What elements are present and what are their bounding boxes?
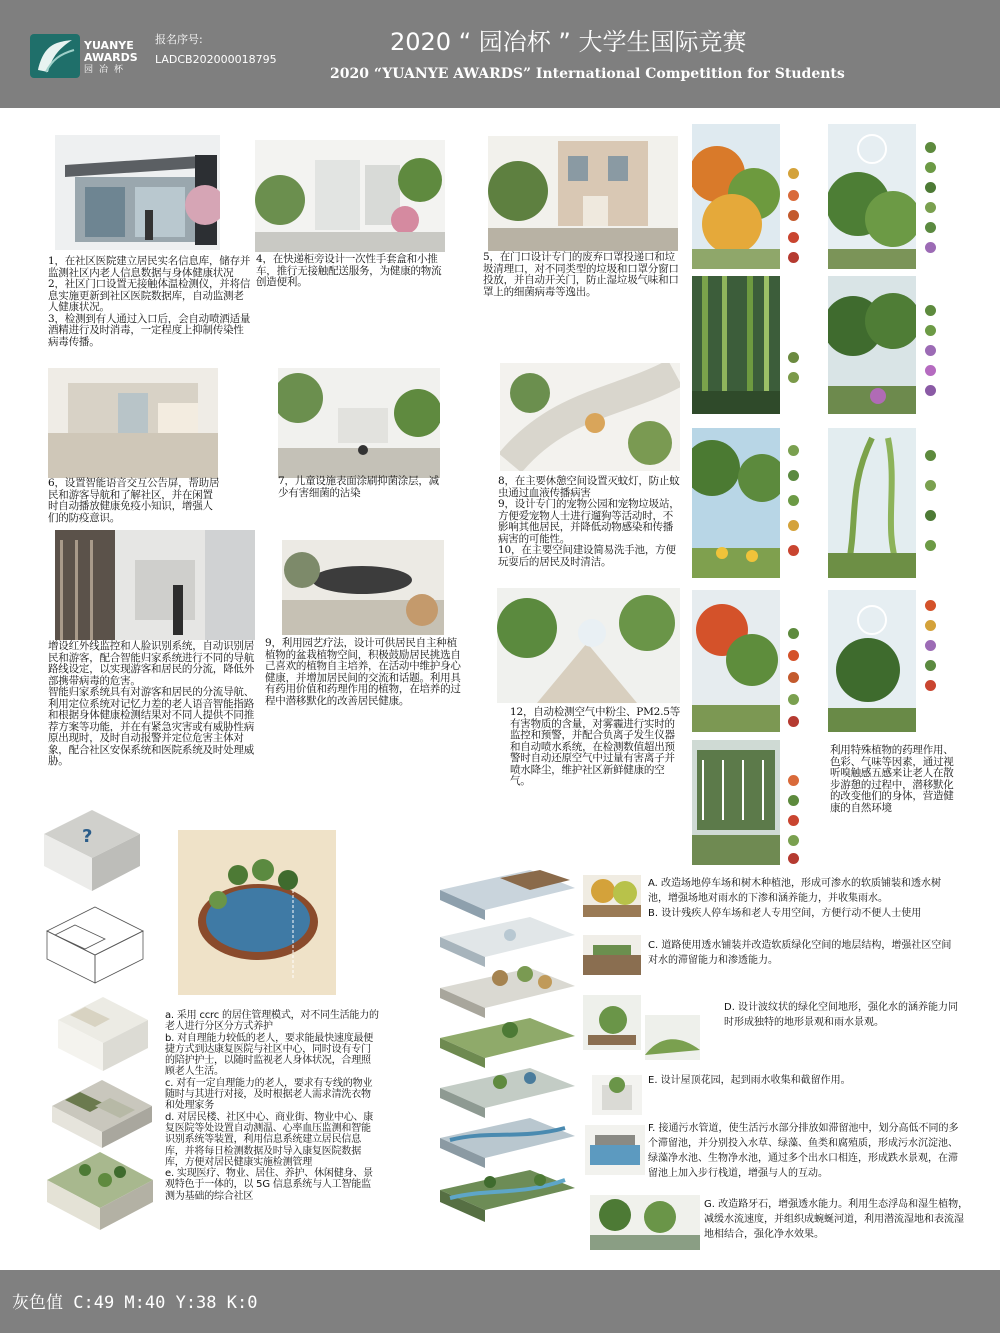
header-bar bbox=[0, 0, 1000, 108]
registration-label: 报名序号: bbox=[155, 33, 203, 46]
logo-line3: 园冶杯 bbox=[84, 65, 130, 75]
detail-d-image-1 bbox=[583, 995, 641, 1050]
caption-6: 6，设置智能语音交互公告屏，帮助居民和游客导航和了解社区，并在闲置时自动播放健康免疫小知识，增强人们的防疫意识。 bbox=[48, 477, 220, 524]
isometric-unknown-block bbox=[42, 808, 142, 893]
isometric-landscape-block bbox=[45, 1150, 155, 1232]
rain-pond-diagram bbox=[178, 830, 336, 995]
caption-7: 7，儿童设施表面涂刷抑菌涂层，减少有害细菌的沾染 bbox=[278, 475, 439, 499]
mosquito-lamp-plan-render bbox=[500, 363, 680, 471]
isometric-wireframe-block bbox=[45, 905, 145, 985]
plant-panel-5 bbox=[692, 740, 780, 865]
title-english: 2020 “YUANYE AWARDS” International Competition for Students bbox=[330, 66, 845, 82]
voice-screen-lobby-render bbox=[48, 368, 218, 478]
title-chinese: 2020 “ 园冶杯 ” 大学生国际竞赛 bbox=[390, 28, 747, 56]
horticulture-therapy-render bbox=[282, 540, 444, 635]
caption-A-B: A. 改造场地停车场和树木种植池，形成可渗水的软质铺装和透水树池，增强场地对雨水的下渗和涵养能力，并收集雨水。 B. 设计残疾人停车场和老人专用空间，方便行动不便人士使用 bbox=[648, 878, 942, 919]
isometric-zoning-block bbox=[55, 995, 150, 1075]
plant-panel-4a bbox=[692, 590, 780, 732]
stack-layer-g bbox=[440, 1160, 575, 1235]
caption-12: 12，自动检测空气中粉尘、PM2.5等有害物质的含量，对雾霾进行实时的监控和预警，并配合负离子发生仪器和自动喷水系统，在检测数值超出预警时自动还原空气中过量有害离子并喷水降尘，维护社区新鲜健康的空气。 bbox=[510, 706, 681, 787]
caption-8-10: 8，在主要休憩空间设置灭蚊灯，防止蚊虫通过血液传播病害 9，设计专门的宠物公园和宠物垃圾站，方便爱宠物人士进行遛狗等活动时，不影响其他居民，并降低动物感染和传播病害的可能性。 10，在主要空间建设简易洗手池，方便玩耍后的居民及时清洁。 bbox=[498, 475, 680, 568]
detail-f-image bbox=[585, 1125, 645, 1175]
detail-g-image bbox=[590, 1195, 700, 1250]
plant-panel-2b bbox=[828, 276, 916, 414]
svg-text:?: ? bbox=[82, 826, 93, 847]
plant-panel-1b bbox=[828, 124, 916, 269]
caption-F: F. 接通污水管道，使生活污水部分排放如滞留池中，划分高低不同的多个滞留池，并分别投入水草、绿藻、鱼类和腐殖质，形成污水沉淀池、绿藻净水池、生物净水池，通过多个出水口相连，形成跌水景观，在滞留池上加入步行栈道，增强与人的互动。 bbox=[648, 1123, 959, 1179]
caption-C: C. 道路使用透水铺装并改造软质绿化空间的地层结构，增强社区空间对水的滞留能力和渗透能力。 bbox=[648, 940, 952, 966]
plant-panel-1a bbox=[692, 124, 780, 269]
caption-ccrc: a. 采用 ccrc 的居住管理模式，对不同生活能力的老人进行分区分方式养护 b. 对自理能力较低的老人，要求能最快速度最便捷方式到达康复医院与社区中心，同时设有专门的陪护护士，以随时监视老人身体状况，合理照顾老人生活。 c. 对有一定自理能力的老人，要求有专线的物业随时与其进行对接，及时根据老人需求清洗衣物和处理家务 d. 对居民楼、社区中心、商业街、物业中心、康复医院等处设置自动测温、心率血压监测和智能识别系统等装置，利用信息系统建立居民信息库，并将每日检测数据及时导入康复医院数据库，方便对居民健康实施检测管理 e. 实现医疗、物业、居住、养护、休闲健身、景观特色于一体的，以 5G 信息系统与人工智能监测为基础的综合社区 bbox=[165, 1010, 379, 1202]
plant-panel-2a bbox=[692, 276, 780, 414]
caption-security-system: 增设红外线监控和人脸识别系统，自动识别居民和游客，配合智能归家系统进行不同的导航路线设定，以实现游客和居民的分流，降低外部携带病毒的危害。 智能归家系统具有对游客和居民的分流导航、利用定位系统对记忆力差的老人语音智能指路和根据身体健康检测结果对不同人提供不同推荐方案等功能，并在有紧急灾害或有威胁性病原出现时，及时自动报警并定位危害主体对象，配合社区安保系统和医院系统及时处理威胁。 bbox=[48, 640, 254, 767]
stack-layer-a bbox=[440, 870, 575, 920]
plant-panel-4b bbox=[828, 590, 916, 732]
plant-panel-3a bbox=[692, 428, 780, 578]
caption-1-3: 1，在社区医院建立居民实名信息库，储存并监测社区内老人信息数据与身体健康状况 2，社区门口设置无接触体温检测仪，并将信息实施更新到社区医院数据库，自动监测老人健康状况。 3，检测到有人通过入口后，会自动喷洒适量酒精进行及时消毒，一定程度上抑制传染性病毒传播。 bbox=[48, 255, 251, 348]
caption-5: 5，在门口设计专门的废弃口罩投递口和垃圾清理口，对不同类型的垃圾和口罩分窗口投放，并自动开关门，防止湿垃圾气味和口罩上的细菌病毒等逸出。 bbox=[483, 251, 679, 298]
caption-D: D. 设计波纹状的绿化空间地形，强化水的涵养能力同时形成独特的地形景观和雨水景观。 bbox=[724, 1002, 959, 1028]
yuanye-logo-icon bbox=[30, 34, 80, 78]
detail-e-image bbox=[592, 1075, 642, 1115]
detail-c-image bbox=[583, 935, 641, 975]
caption-E: E. 设计屋顶花园，起到雨水收集和截留作用。 bbox=[648, 1075, 851, 1086]
clinic-entrance-render bbox=[55, 135, 220, 250]
detail-d-image-2 bbox=[645, 1015, 700, 1060]
logo-wordmark bbox=[84, 40, 138, 76]
isometric-colored-block bbox=[50, 1078, 155, 1150]
caption-4: 4，在快递柜旁设计一次性手套盒和小推车，推行无接触配送服务，为健康的物流创造便利。 bbox=[256, 253, 442, 288]
logo-line1: YUANYE bbox=[84, 39, 134, 52]
children-facility-render bbox=[278, 368, 440, 478]
face-recognition-render bbox=[55, 530, 255, 640]
registration-block bbox=[155, 30, 277, 70]
caption-plant-therapy: 利用特殊植物的药理作用、色彩、气味等因素，通过视听嗅触感五感来让老人在散步游憩的过程中，潜移默化的改变他们的身体，营造健康的自然环境 bbox=[830, 744, 954, 814]
logo-line2: AWARDS bbox=[84, 51, 138, 64]
footer-bar bbox=[0, 1270, 1000, 1333]
caption-G: G. 改造路牙石，增强透水能力。利用生态浮岛和湿生植物，减缓水流速度，并组织成蜿蜒河道，利用潜流湿地和表流湿地相结合，强化净水效果。 bbox=[704, 1199, 969, 1240]
color-value-label: 灰色值 C:49 M:40 Y:38 K:0 bbox=[12, 1293, 258, 1313]
plant-panel-3b bbox=[828, 428, 916, 578]
detail-a-image bbox=[583, 875, 641, 917]
caption-9: 9，利用园艺疗法，设计可供居民自主种植植物的盆栽植物空间，积极鼓励居民挑选自己喜欢的植物自主培养，在活动中维护身心健康，并增加居民间的交流和话题。利用具有药用价值和药理作用的植物，在培养的过程中潜移默化的改善居民健康。 bbox=[265, 637, 461, 707]
mask-disposal-render bbox=[488, 136, 678, 251]
registration-number: LADCB202000018795 bbox=[155, 53, 277, 66]
delivery-locker-render bbox=[255, 140, 445, 252]
air-monitor-render bbox=[497, 588, 680, 703]
